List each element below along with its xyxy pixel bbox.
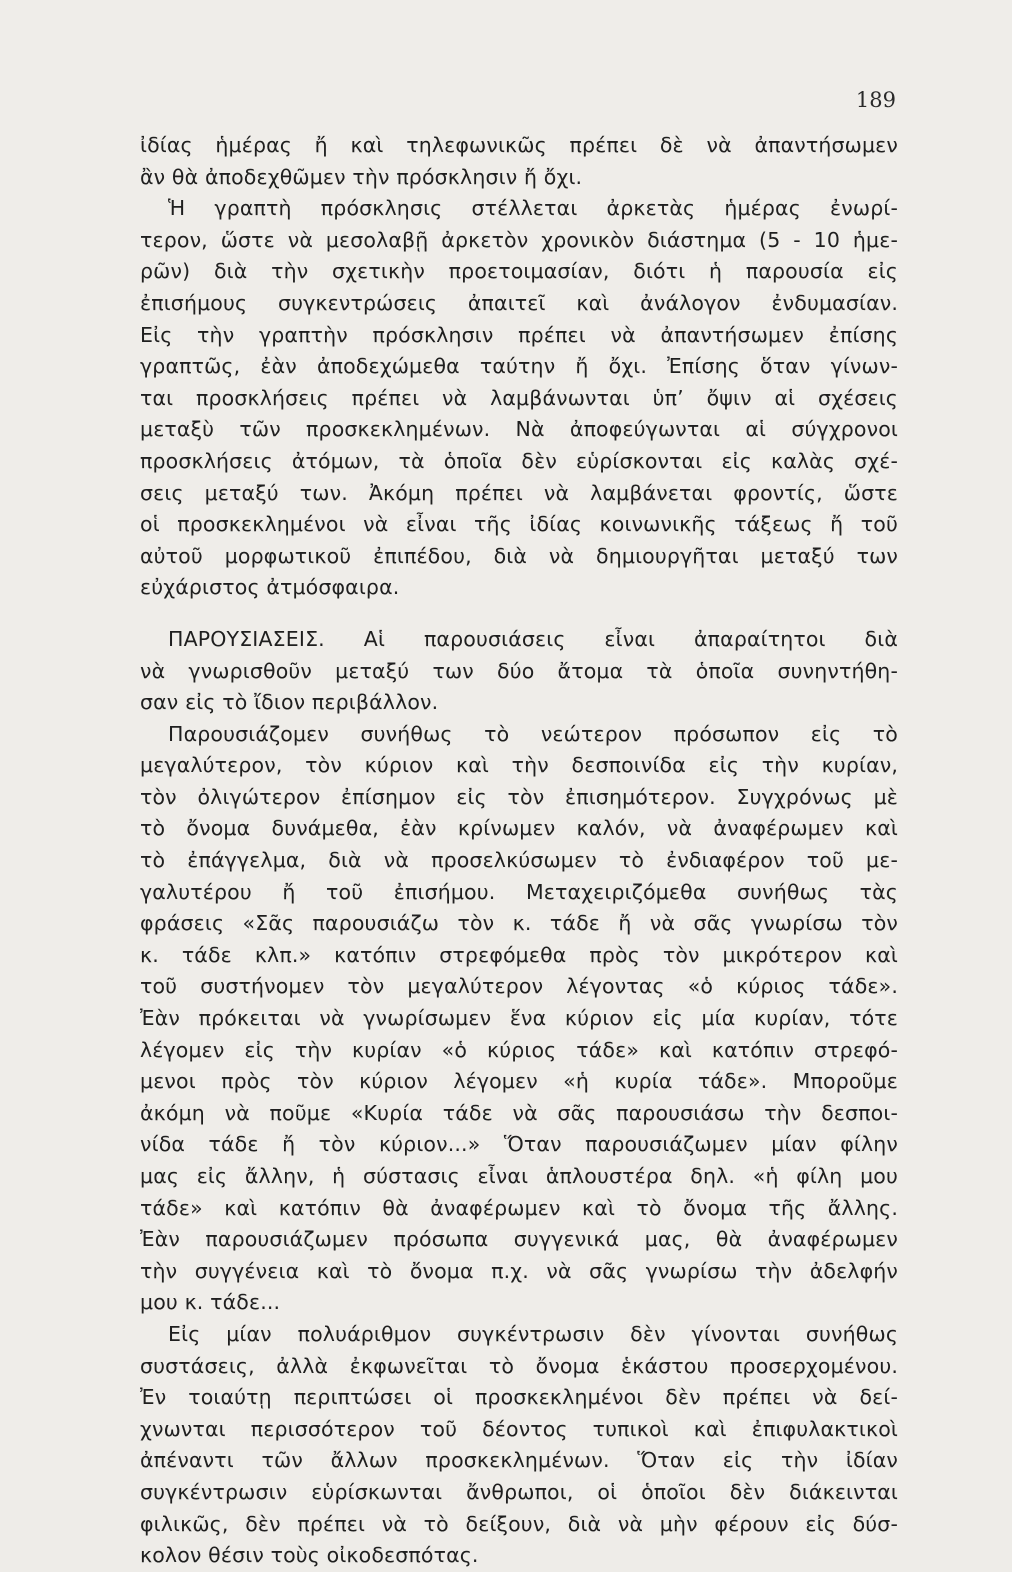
text-line: τὴν συγγένεια καὶ τὸ ὄνομα π.χ. νὰ σᾶς γνωρίσω τὴν ἀδελφήν — [140, 1258, 898, 1283]
text-line: ἰδίας ἡμέρας ἤ καὶ τηλεφωνικῶς πρέπει δὲ νὰ ἀπαντήσωμεν — [140, 133, 898, 157]
text-line: συγκέντρωσιν εὑρίσκωνται ἄνθρωποι, οἱ ὁποῖοι δὲν διάκεινται — [140, 1479, 898, 1504]
text-line: γαλυτέρου ἤ τοῦ ἐπισήμου. Μεταχειριζόμεθα συνήθως τὰς — [140, 879, 898, 904]
text-line: ἂν θὰ ἀποδεχθῶμεν τὴν πρόσκλησιν ἤ ὄχι. — [140, 164, 583, 189]
text-line: Παρουσιάζομεν συνήθως τὸ νεώτερον πρόσωπον εἰς τὸ — [168, 721, 898, 746]
text-line: φράσεις «Σᾶς παρουσιάζω τὸν κ. τάδε ἤ νὰ σᾶς γνωρίσω τὸν — [140, 911, 898, 936]
text-line: μας εἰς ἄλλην, ἡ σύστασις εἶναι ἁπλουστέρα δηλ. «ἡ φίλη μου — [140, 1164, 898, 1188]
text-line: φιλικῶς, δὲν πρέπει νὰ τὸ δείξουν, διὰ νὰ μὴν φέρουν εἰς δύσ- — [140, 1511, 898, 1536]
text-line: νὰ γνωρισθοῦν μεταξύ των δύο ἄτομα τὰ ὁποῖα συνηντήθη- — [140, 658, 898, 683]
text-line: κ. τάδε κλπ.» κατόπιν στρεφόμεθα πρὸς τὸν μικρότερον καὶ — [140, 942, 898, 967]
paragraph-gap — [140, 604, 898, 624]
text-line: νίδα τάδε ἤ τὸν κύριον...» Ὅταν παρουσιάζωμεν μίαν φίλην — [140, 1132, 898, 1157]
text-line: Ἡ γραπτὴ πρόσκλησις στέλλεται ἀρκετὰς ἡμέρας ἐνωρί- — [168, 196, 898, 221]
body-text — [140, 130, 898, 1572]
text-line: ρῶν) διὰ τὴν σχετικὴν προετοιμασίαν, διότι ἡ παρουσία εἰς — [140, 259, 898, 284]
text-line: χνωνται περισσότερον τοῦ δέοντος τυπικοὶ καὶ ἐπιφυλακτικοὶ — [140, 1416, 898, 1441]
text-line: κολον θέσιν τοὺς οἰκοδεσπότας. — [140, 1543, 479, 1568]
text-line: Ἐν τοιαύτῃ περιπτώσει οἱ προσκεκλημένοι δὲν πρέπει νὰ δεί- — [140, 1385, 898, 1410]
text-line: τάδε» καὶ κατόπιν θὰ ἀναφέρωμεν καὶ τὸ ὄνομα τῆς ἄλλης. — [140, 1195, 898, 1220]
text-line: λέγομεν εἰς τὴν κυρίαν «ὁ κύριος τάδε» καὶ κατόπιν στρεφό- — [140, 1037, 898, 1062]
text-line: μου κ. τάδε... — [140, 1290, 281, 1315]
text-line: αὐτοῦ μορφωτικοῦ ἐπιπέδου, διὰ νὰ δημιουργῆται μεταξύ των — [140, 543, 898, 568]
text-line: Εἰς μίαν πολυάριθμον συγκέντρωσιν δὲν γίνονται συνήθως — [168, 1321, 898, 1346]
page-number: 189 — [855, 88, 896, 112]
text-line: μεγαλύτερον, τὸν κύριον καὶ τὴν δεσποινίδα εἰς τὴν κυρίαν, — [140, 753, 898, 778]
text-line: ἀπέναντι τῶν ἄλλων προσκεκλημένων. Ὅταν εἰς τὴν ἰδίαν — [140, 1448, 898, 1473]
text-line: σαν εἰς τὸ ἴδιον περιβάλλον. — [140, 690, 439, 715]
text-line: μεταξὺ τῶν προσκεκλημένων. Νὰ ἀποφεύγωνται αἱ σύγχρονοι — [140, 417, 898, 442]
text-line: ΠΑΡΟΥΣΙΑΣΕΙΣ. Αἱ παρουσιάσεις εἶναι ἀπαραίτητοι διὰ — [168, 626, 898, 651]
text-line: Εἰς τὴν γραπτὴν πρόσκλησιν πρέπει νὰ ἀπαντήσωμεν ἐπίσης — [140, 322, 898, 347]
text-line: γραπτῶς, ἐὰν ἀποδεχώμεθα ταύτην ἤ ὄχι. Ἐπίσης ὅταν γίνων- — [140, 354, 898, 379]
text-line: ται προσκλήσεις πρέπει νὰ λαμβάνωνται ὑπ’ ὄψιν αἱ σχέσεις — [140, 385, 898, 410]
text-line: οἱ προσκεκλημένοι νὰ εἶναι τῆς ἰδίας κοινωνικῆς τάξεως ἤ τοῦ — [140, 512, 898, 537]
text-line: ἀκόμη νὰ ποῦμε «Κυρία τάδε νὰ σᾶς παρουσιάσω τὴν δεσποι- — [140, 1100, 898, 1125]
text-line: μενοι πρὸς τὸν κύριον λέγομεν «ἡ κυρία τάδε». Μποροῦμε — [140, 1069, 898, 1094]
text-line: Ἐὰν πρόκειται νὰ γνωρίσωμεν ἕνα κύριον εἰς μία κυρίαν, τότε — [140, 1006, 898, 1031]
text-line: τερον, ὥστε νὰ μεσολαβῇ ἀρκετὸν χρονικὸν διάστημα (5 - 10 ἡμε- — [140, 227, 898, 252]
text-line: τὸν ὀλιγώτερον ἐπίσημον εἰς τὸν ἐπισημότερον. Συγχρόνως μὲ — [140, 784, 898, 809]
text-line: τοῦ συστήνομεν τὸν μεγαλύτερον λέγοντας «ὁ κύριος τάδε». — [140, 974, 898, 999]
text-line: τὸ ἐπάγγελμα, διὰ νὰ προσελκύσωμεν τὸ ἐνδιαφέρον τοῦ με- — [140, 848, 898, 873]
text-line: τὸ ὄνομα δυνάμεθα, ἐὰν κρίνωμεν καλόν, νὰ ἀναφέρωμεν καὶ — [140, 816, 898, 841]
text-line: σεις μεταξύ των. Ἀκόμη πρέπει νὰ λαμβάνεται φροντίς, ὥστε — [140, 480, 898, 505]
text-line: Ἐὰν παρουσιάζωμεν πρόσωπα συγγενικά μας, θὰ ἀναφέρωμεν — [140, 1227, 898, 1252]
text-line: συστάσεις, ἀλλὰ ἐκφωνεῖται τὸ ὄνομα ἑκάστου προσερχομένου. — [140, 1353, 898, 1378]
text-line: εὐχάριστος ἀτμόσφαιρα. — [140, 575, 400, 600]
text-line: προσκλήσεις ἀτόμων, τὰ ὁποῖα δὲν εὑρίσκονται εἰς καλὰς σχέ- — [140, 448, 898, 473]
text-line: ἐπισήμους συγκεντρώσεις ἀπαιτεῖ καὶ ἀνάλογον ἐνδυμασίαν. — [140, 290, 898, 315]
